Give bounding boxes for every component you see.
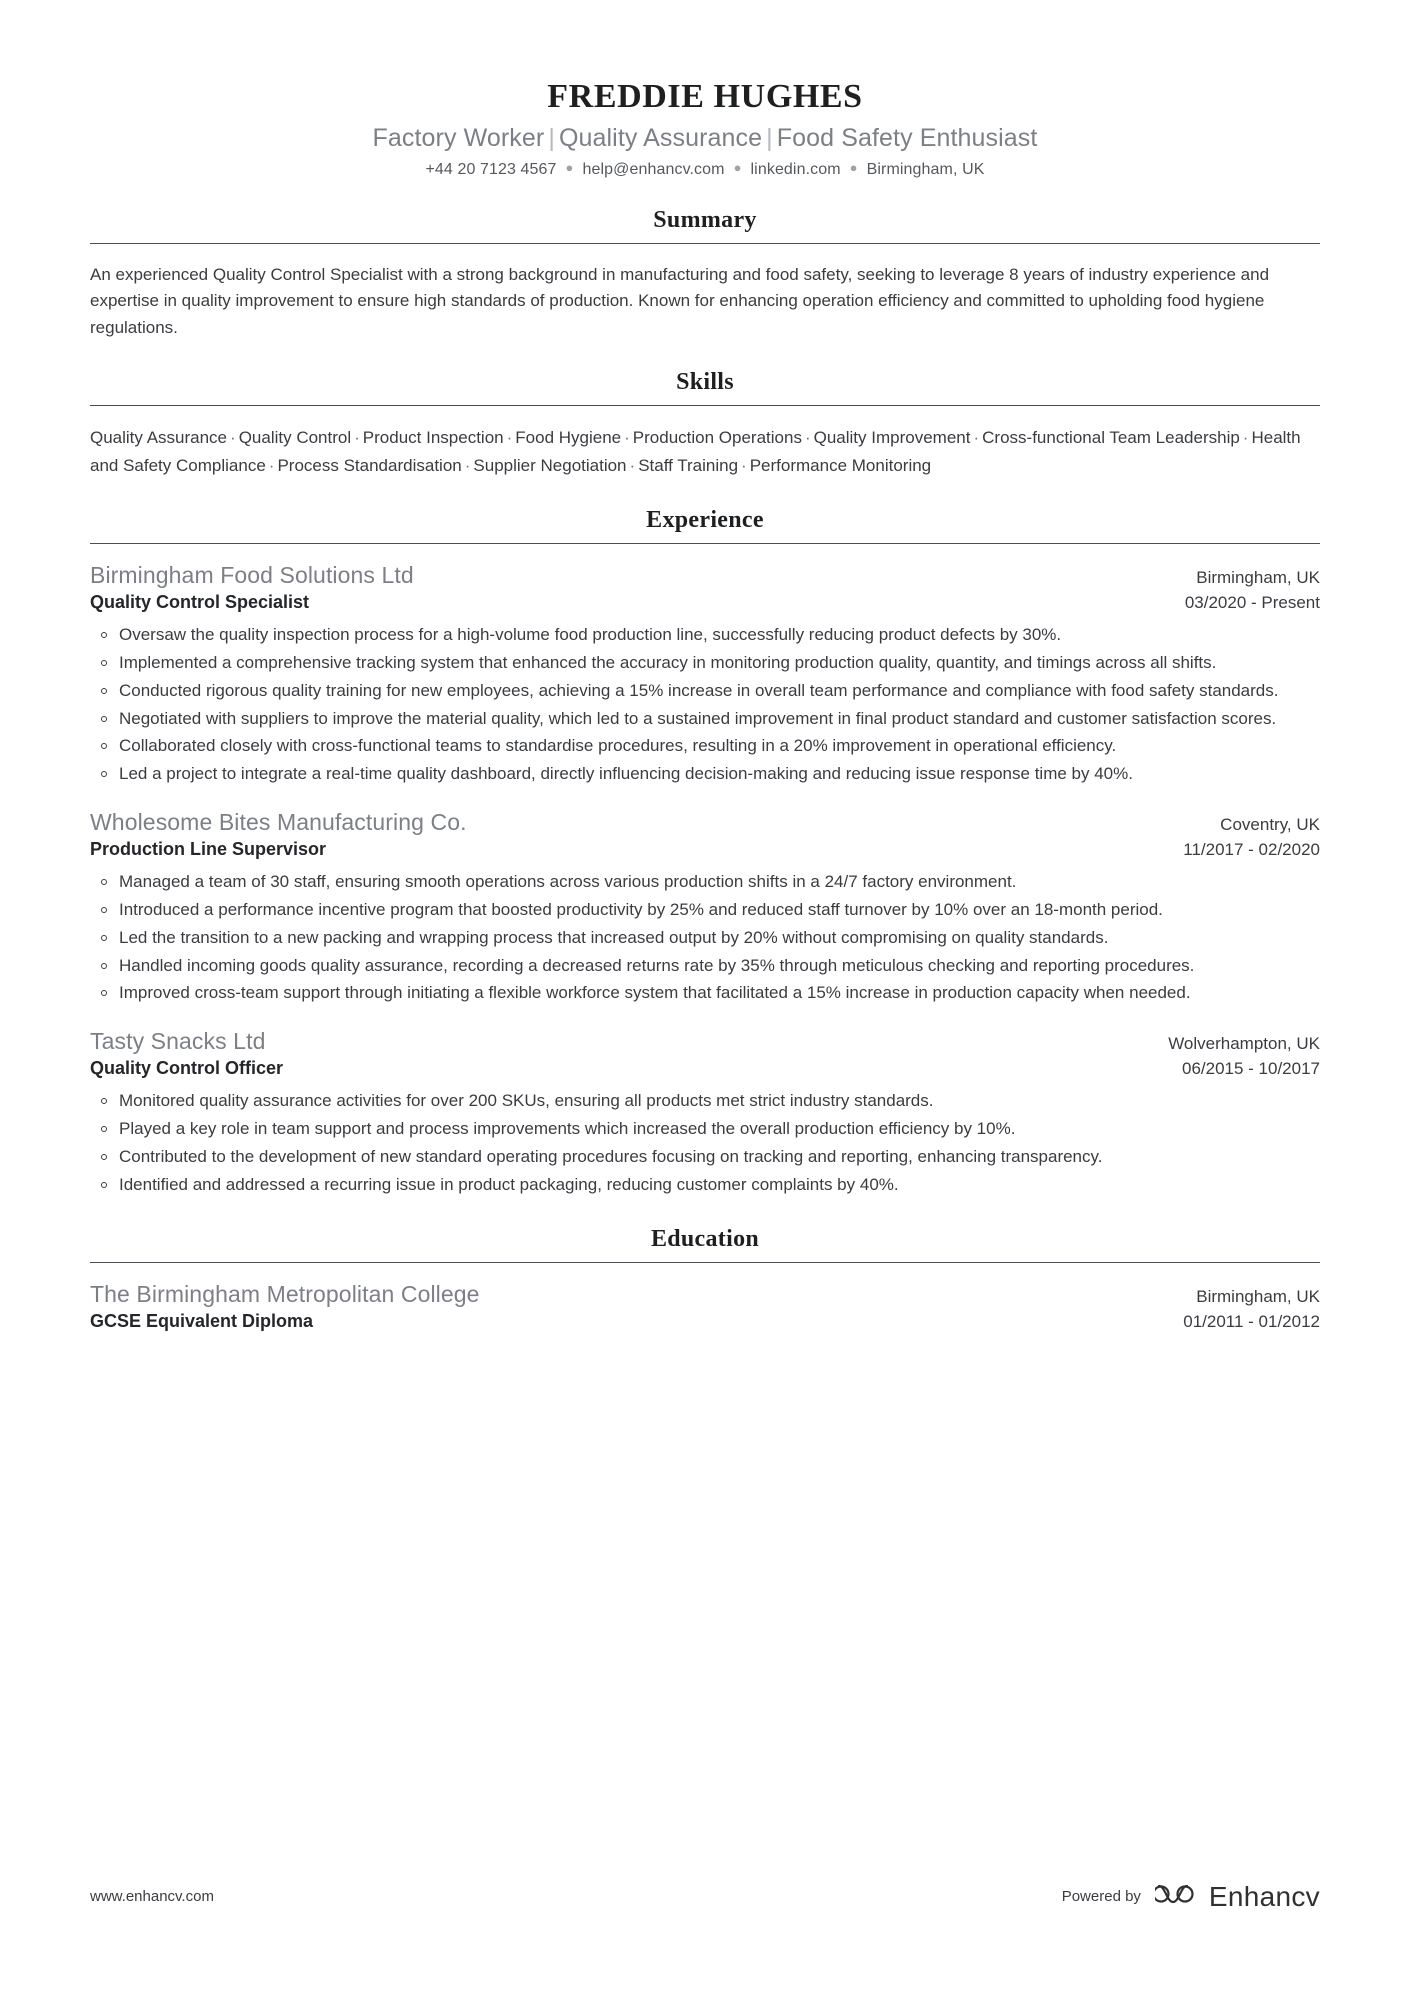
contact-linkedin[interactable]: linkedin.com xyxy=(750,161,841,178)
skill-separator: · xyxy=(354,428,360,448)
entry-bullet-list xyxy=(90,622,1320,787)
tagline-part-2: Quality Assurance xyxy=(558,124,763,152)
summary-text: An experienced Quality Control Specialist with a strong background in manufacturing and food safety, seeking to leverage 8 years of industry experience and expertise in quality improvement to ensure high standards of production. Known for enhancing operation efficiency and committed to upholding food hygiene regulations. xyxy=(90,265,1270,337)
entry-location: Wolverhampton, UK xyxy=(1168,1034,1320,1054)
skill-item: Quality Control xyxy=(238,428,352,448)
job-title: Production Line Supervisor xyxy=(90,839,327,860)
company-name: Birmingham Food Solutions Ltd xyxy=(90,562,414,589)
entry-dates: 11/2017 - 02/2020 xyxy=(1183,840,1320,860)
education-entries xyxy=(90,1281,1320,1332)
section-divider-skills xyxy=(90,405,1320,406)
section-divider-education xyxy=(90,1262,1320,1263)
entry-dates: 06/2015 - 10/2017 xyxy=(1181,1059,1320,1079)
entry-role-row xyxy=(90,1058,1320,1079)
entry-bullet-list xyxy=(90,869,1320,1006)
school-name: The Birmingham Metropolitan College xyxy=(90,1280,480,1307)
company-name: Tasty Snacks Ltd xyxy=(90,1028,266,1055)
entry-role-row xyxy=(90,839,1320,860)
degree-title: GCSE Equivalent Diploma xyxy=(90,1310,314,1331)
skill-item: Supplier Negotiation xyxy=(473,455,627,475)
section-title-summary: Summary xyxy=(653,207,757,233)
section-skills xyxy=(90,369,1320,479)
skill-item: Cross-functional Team Leadership xyxy=(982,428,1240,448)
brand-name: Enhancv xyxy=(1208,1880,1320,1912)
job-title: Quality Control Officer xyxy=(90,1058,284,1079)
contact-separator-3: ● xyxy=(849,160,858,175)
skill-separator: · xyxy=(1242,428,1249,448)
contact-line xyxy=(90,160,1320,179)
entry-bullet: Managed a team of 30 staff, ensuring smooth operations across various production shifts in a 24/7 factory environment. xyxy=(90,869,1320,895)
skill-item: Production Operations xyxy=(632,428,802,448)
entry-role-row xyxy=(90,592,1320,613)
entry-bullet: Contributed to the development of new standard operating procedures focusing on tracking and reporting, enhancing transparency. xyxy=(90,1144,1320,1170)
candidate-name: FREDDIE HUGHES xyxy=(547,78,863,115)
entry-bullet: Implemented a comprehensive tracking system that enhanced the accuracy in monitoring production quality, quantity, and timings across all shifts. xyxy=(90,650,1320,676)
tagline-divider-2: | xyxy=(766,124,773,152)
footer-website-link[interactable]: www.enhancv.com xyxy=(90,1888,214,1905)
entry-header-row xyxy=(90,809,1320,836)
candidate-tagline xyxy=(90,124,1320,153)
resume-content xyxy=(90,0,1320,1340)
skill-separator: · xyxy=(268,455,275,475)
skill-item: Performance Monitoring xyxy=(749,455,932,475)
resume-footer xyxy=(90,1880,1320,1913)
contact-separator-1: ● xyxy=(565,160,574,175)
skill-item: Food Hygiene xyxy=(515,428,622,448)
skill-item: Process Standardisation xyxy=(277,455,462,475)
entry-bullet: Played a key role in team support and process improvements which increased the overall production efficiency by 10%. xyxy=(90,1116,1320,1142)
contact-separator-2: ● xyxy=(733,160,742,175)
section-title-skills: Skills xyxy=(676,369,734,396)
skill-separator: · xyxy=(973,428,980,448)
contact-email[interactable]: help@enhancv.com xyxy=(582,161,725,178)
entry-dates: 03/2020 - Present xyxy=(1184,593,1320,613)
experience-entry xyxy=(90,562,1320,787)
entry-bullet: Improved cross-team support through initiating a flexible workforce system that facilitated a 15% increase in production capacity when needed. xyxy=(90,980,1320,1006)
skill-separator: · xyxy=(804,428,811,448)
experience-entry xyxy=(90,809,1320,1006)
entry-location: Birmingham, UK xyxy=(1196,1286,1320,1306)
entry-bullet: Identified and addressed a recurring issue in product packaging, reducing customer complaints by 40%. xyxy=(90,1172,1320,1198)
resume-header xyxy=(90,0,1320,179)
education-entry xyxy=(90,1281,1320,1332)
entry-bullet: Conducted rigorous quality training for new employees, achieving a 15% increase in overall team performance and compliance with food safety standards. xyxy=(90,678,1320,704)
tagline-part-1: Factory Worker xyxy=(372,124,545,152)
company-name: Wholesome Bites Manufacturing Co. xyxy=(90,809,467,836)
entry-header-row xyxy=(90,562,1320,589)
section-summary xyxy=(90,207,1320,341)
skill-separator: · xyxy=(624,428,630,448)
entry-bullet: Negotiated with suppliers to improve the material quality, which led to a sustained improvement in final product standard and customer satisfaction scores. xyxy=(90,706,1320,732)
skill-separator: · xyxy=(464,455,471,475)
section-divider-experience xyxy=(90,543,1320,544)
entry-bullet: Led a project to integrate a real-time quality dashboard, directly influencing decision-making and reducing issue response time by 40%. xyxy=(90,761,1320,787)
skill-item: Staff Training xyxy=(638,455,739,475)
skills-list xyxy=(90,424,1320,479)
experience-entries xyxy=(90,562,1320,1197)
brand-lockup xyxy=(1155,1880,1320,1913)
entry-bullet: Collaborated closely with cross-functional teams to standardise procedures, resulting in a 20% improvement in operational efficiency. xyxy=(90,733,1320,759)
experience-entry xyxy=(90,1028,1320,1197)
skill-separator: · xyxy=(629,455,636,475)
entry-bullet: Led the transition to a new packing and wrapping process that increased output by 20% without compromising on quality standards. xyxy=(90,925,1320,951)
skill-separator: · xyxy=(230,428,236,448)
section-title-experience: Experience xyxy=(646,507,764,534)
entry-bullet: Oversaw the quality inspection process for a high-volume food production line, successfully reducing product defects by 30%. xyxy=(90,622,1320,648)
section-title-education: Education xyxy=(650,1225,760,1252)
enhancv-logo-icon xyxy=(1155,1880,1199,1913)
skill-separator: · xyxy=(741,455,747,475)
skill-item: Quality Assurance xyxy=(90,428,228,448)
entry-bullet-list xyxy=(90,1088,1320,1197)
section-education xyxy=(90,1226,1320,1332)
footer-branding xyxy=(1062,1880,1320,1913)
entry-location: Coventry, UK xyxy=(1220,815,1320,835)
powered-by-label: Powered by xyxy=(1061,1888,1141,1905)
entry-header-row xyxy=(90,1028,1320,1055)
entry-location: Birmingham, UK xyxy=(1196,568,1320,588)
entry-bullet: Introduced a performance incentive program that boosted productivity by 25% and reduced staff turnover by 10% over an 18-month period. xyxy=(90,897,1320,923)
entry-dates: 01/2011 - 01/2012 xyxy=(1183,1311,1320,1331)
skill-item: Product Inspection xyxy=(362,428,504,448)
skill-item: Quality Improvement xyxy=(813,428,971,448)
skill-item: Health and Safety Compliance xyxy=(90,428,1301,475)
job-title: Quality Control Specialist xyxy=(90,592,310,613)
contact-location: Birmingham, UK xyxy=(866,161,985,178)
entry-bullet: Monitored quality assurance activities for over 200 SKUs, ensuring all products met strict industry standards. xyxy=(90,1088,1320,1114)
tagline-part-3: Food Safety Enthusiast xyxy=(776,124,1038,152)
section-divider-summary xyxy=(90,243,1320,244)
entry-bullet: Handled incoming goods quality assurance, recording a decreased returns rate by 35% through meticulous checking and reporting procedures. xyxy=(90,953,1320,979)
entry-role-row xyxy=(90,1311,1320,1332)
skill-separator: · xyxy=(506,428,513,448)
entry-header-row xyxy=(90,1281,1320,1308)
tagline-divider-1: | xyxy=(548,124,555,152)
section-experience xyxy=(90,507,1320,1197)
contact-phone: +44 20 7123 4567 xyxy=(425,161,557,178)
